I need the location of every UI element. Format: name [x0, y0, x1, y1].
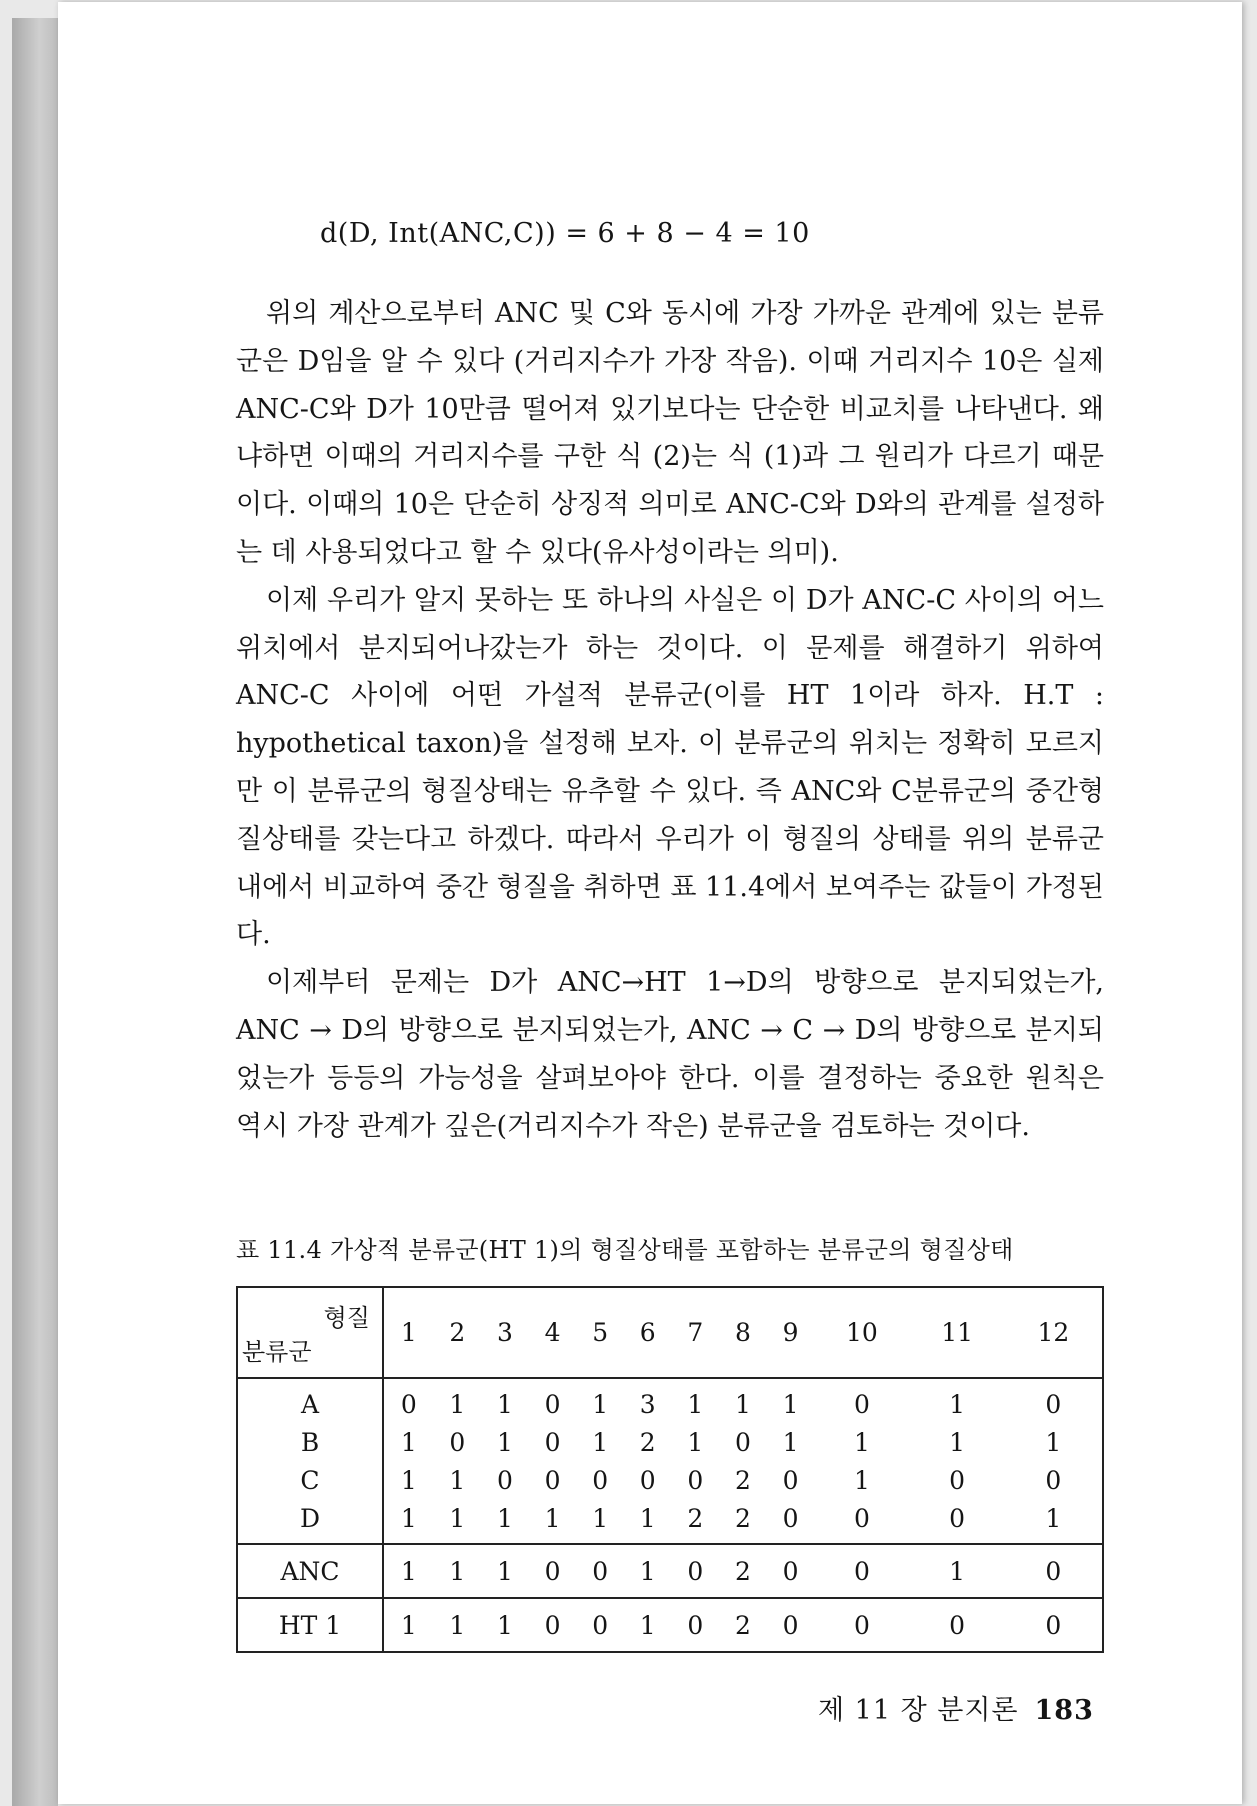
character-state-cell: 1 [734, 1389, 751, 1419]
character-state-cell: 1 [449, 1465, 466, 1495]
character-state-cell: 0 [672, 1544, 720, 1598]
character-state-cell: 1 [910, 1544, 1005, 1598]
paragraph-2: 이제 우리가 알지 못하는 또 하나의 사실은 이 D가 ANC-C 사이의 어느 위치에서 분지되어나갔는가 하는 것이다. 이 문제를 해결하기 위하여 ANC-C 사이에 어떤 가설적 분류군(이를 HT 1이라 하자. H.T : hypothetical taxon)을 설정해 보자. 이 분류군의 위치는 정확히 모르지만 이 분류군의 형질상태는 유추할 수 있다. 즉 ANC와 C분류군의 중간형질상태를 갖는다고 하겠다. 따라서 우리가 이 형질의 상태를 위의 분류군 내에서 비교하여 중간 형질을 취하면 표 11.4에서 보여주는 값들이 가정된다. [236, 584, 1104, 951]
character-state-cell: 0 [449, 1427, 466, 1457]
table-row [237, 1423, 1103, 1461]
extant-taxa-rows [237, 1378, 1103, 1544]
character-state-cell: 0 [949, 1465, 966, 1495]
character-state-cell: 0 [529, 1544, 577, 1598]
character-header: 8 [719, 1287, 767, 1378]
character-state-cell: 1 [497, 1389, 513, 1419]
character-header: 4 [529, 1287, 577, 1378]
character-state-cell: 1 [782, 1389, 799, 1419]
character-state-cell: 1 [449, 1389, 466, 1419]
character-state-cell: 1 [481, 1544, 529, 1598]
character-state-cell: 0 [814, 1544, 909, 1598]
character-state-cell: 1 [687, 1389, 704, 1419]
character-state-cell: 1 [624, 1499, 672, 1544]
character-state-cell: 0 [592, 1465, 609, 1495]
character-state-cell: 1 [400, 1610, 417, 1640]
body-text [236, 290, 1104, 1150]
character-state-cell: 1 [853, 1427, 870, 1457]
character-state-cell: 0 [1045, 1610, 1062, 1640]
character-state-cell: 2 [719, 1499, 767, 1544]
character-state-cell: 1 [853, 1465, 870, 1495]
table-corner-header [237, 1287, 383, 1378]
character-state-cell: 0 [639, 1465, 656, 1495]
taxon-name-cell: B [237, 1423, 383, 1461]
character-state-cell: 2 [639, 1427, 656, 1457]
paragraph-3: 이제부터 문제는 D가 ANC→HT 1→D의 방향으로 분지되었는가, ANC → D의 방향으로 분지되었는가, ANC → C → D의 방향으로 분지되었는가 등등의 가능성을 살펴보아야 한다. 이를 결정하는 중요한 원칙은 역시 가장 관계가 깊은(거리지수가 작은) 분류군을 검토하는 것이다. [236, 967, 1104, 1142]
character-header: 12 [1005, 1287, 1103, 1378]
character-state-cell: 1 [400, 1427, 417, 1457]
character-state-cell: 2 [719, 1544, 767, 1598]
ancestor-row-group [237, 1544, 1103, 1598]
character-header: 2 [434, 1287, 482, 1378]
character-header: 6 [624, 1287, 672, 1378]
character-state-cell: 1 [687, 1427, 704, 1457]
taxon-name-cell: ANC [237, 1544, 383, 1598]
character-state-cell: 0 [910, 1499, 1005, 1544]
character-state-cell: 1 [624, 1544, 672, 1598]
character-state-cell: 0 [734, 1427, 751, 1457]
corner-label-taxa: 분류군 [242, 1338, 312, 1366]
taxon-name-cell: D [237, 1499, 383, 1544]
character-state-cell: 0 [592, 1610, 609, 1640]
chapter-label: 제 11 장 분지론 [818, 1695, 1019, 1726]
taxon-name-cell: A [237, 1378, 383, 1423]
character-state-cell: 1 [1005, 1499, 1103, 1544]
taxon-name-cell: HT 1 [237, 1598, 383, 1652]
character-state-cell: 2 [734, 1465, 751, 1495]
character-state-cell: 1 [529, 1499, 577, 1544]
character-header: 10 [814, 1287, 909, 1378]
character-state-cell: 1 [592, 1427, 609, 1457]
character-state-cell: 1 [481, 1499, 529, 1544]
distance-formula: d(D, Int(ANC,C)) = 6 + 8 − 4 = 10 [320, 218, 810, 249]
book-spine-edge [12, 18, 58, 1806]
character-state-cell: 0 [814, 1499, 909, 1544]
character-state-cell: 0 [544, 1389, 561, 1419]
character-state-cell: 0 [1005, 1544, 1103, 1598]
character-state-cell: 0 [782, 1610, 799, 1640]
character-state-cell: 1 [949, 1427, 966, 1457]
character-state-cell: 0 [544, 1610, 561, 1640]
character-header: 11 [910, 1287, 1005, 1378]
character-header: 1 [383, 1287, 434, 1378]
character-state-cell: 0 [1045, 1389, 1062, 1419]
character-state-cell: 1 [449, 1610, 466, 1640]
character-state-cell: 2 [734, 1610, 751, 1640]
character-state-cell: 0 [544, 1427, 561, 1457]
character-state-cell: 0 [497, 1465, 513, 1495]
character-state-cell: 1 [383, 1499, 434, 1544]
character-state-cell: 1 [782, 1427, 799, 1457]
character-state-cell: 1 [949, 1389, 966, 1419]
character-state-cell: 3 [639, 1389, 656, 1419]
character-state-cell: 1 [497, 1427, 513, 1457]
character-header: 5 [576, 1287, 624, 1378]
paragraph-1: 위의 계산으로부터 ANC 및 C와 동시에 가장 가까운 관계에 있는 분류군은 D임을 알 수 있다 (거리지수가 가장 작음). 이때 거리지수 10은 실제 ANC-C와 D가 10만큼 떨어져 있기보다는 단순한 비교치를 나타낸다. 왜냐하면 이때의 거리지수를 구한 식 (2)는 식 (1)과 그 원리가 다르기 때문이다. 이때의 10은 단순히 상징적 의미로 ANC-C와 D와의 관계를 설정하는 데 사용되었다고 할 수 있다(유사성이라는 의미). [236, 298, 1104, 568]
character-state-cell: 0 [400, 1389, 417, 1419]
character-state-cell: 1 [1045, 1427, 1062, 1457]
character-state-cell: 1 [383, 1544, 434, 1598]
character-state-cell: 0 [767, 1544, 815, 1598]
page-number: 183 [1034, 1695, 1094, 1726]
character-header: 3 [481, 1287, 529, 1378]
character-state-cell: 1 [434, 1544, 482, 1598]
character-state-cell: 0 [853, 1389, 870, 1419]
character-state-cell: 0 [853, 1610, 870, 1640]
character-state-cell: 0 [687, 1465, 704, 1495]
character-state-cell: 2 [672, 1499, 720, 1544]
character-header: 9 [767, 1287, 815, 1378]
character-state-cell: 0 [687, 1610, 704, 1640]
page-footer [818, 1688, 1094, 1727]
table-row [237, 1378, 1103, 1423]
character-state-cell: 1 [400, 1465, 417, 1495]
character-state-cell: 1 [592, 1389, 609, 1419]
table-caption: 표 11.4 가상적 분류군(HT 1)의 형질상태를 포함하는 분류군의 형질상태 [236, 1236, 1014, 1264]
hypothetical-taxon-row-group [237, 1598, 1103, 1652]
character-header: 7 [672, 1287, 720, 1378]
table-row [237, 1598, 1103, 1652]
character-state-table [236, 1286, 1104, 1653]
character-state-cell: 0 [767, 1499, 815, 1544]
character-state-cell: 0 [782, 1465, 799, 1495]
table-header-row [237, 1287, 1103, 1378]
character-state-cell: 1 [639, 1610, 656, 1640]
table-row [237, 1544, 1103, 1598]
character-state-cell: 1 [497, 1610, 513, 1640]
character-state-cell: 0 [544, 1465, 561, 1495]
taxon-name-cell: C [237, 1461, 383, 1499]
table-row [237, 1461, 1103, 1499]
table-row [237, 1499, 1103, 1544]
character-state-cell: 1 [576, 1499, 624, 1544]
character-state-cell: 0 [1045, 1465, 1062, 1495]
character-state-cell: 0 [576, 1544, 624, 1598]
character-state-cell: 0 [949, 1610, 966, 1640]
corner-label-characters: 형질 [323, 1304, 370, 1332]
character-state-cell: 1 [434, 1499, 482, 1544]
